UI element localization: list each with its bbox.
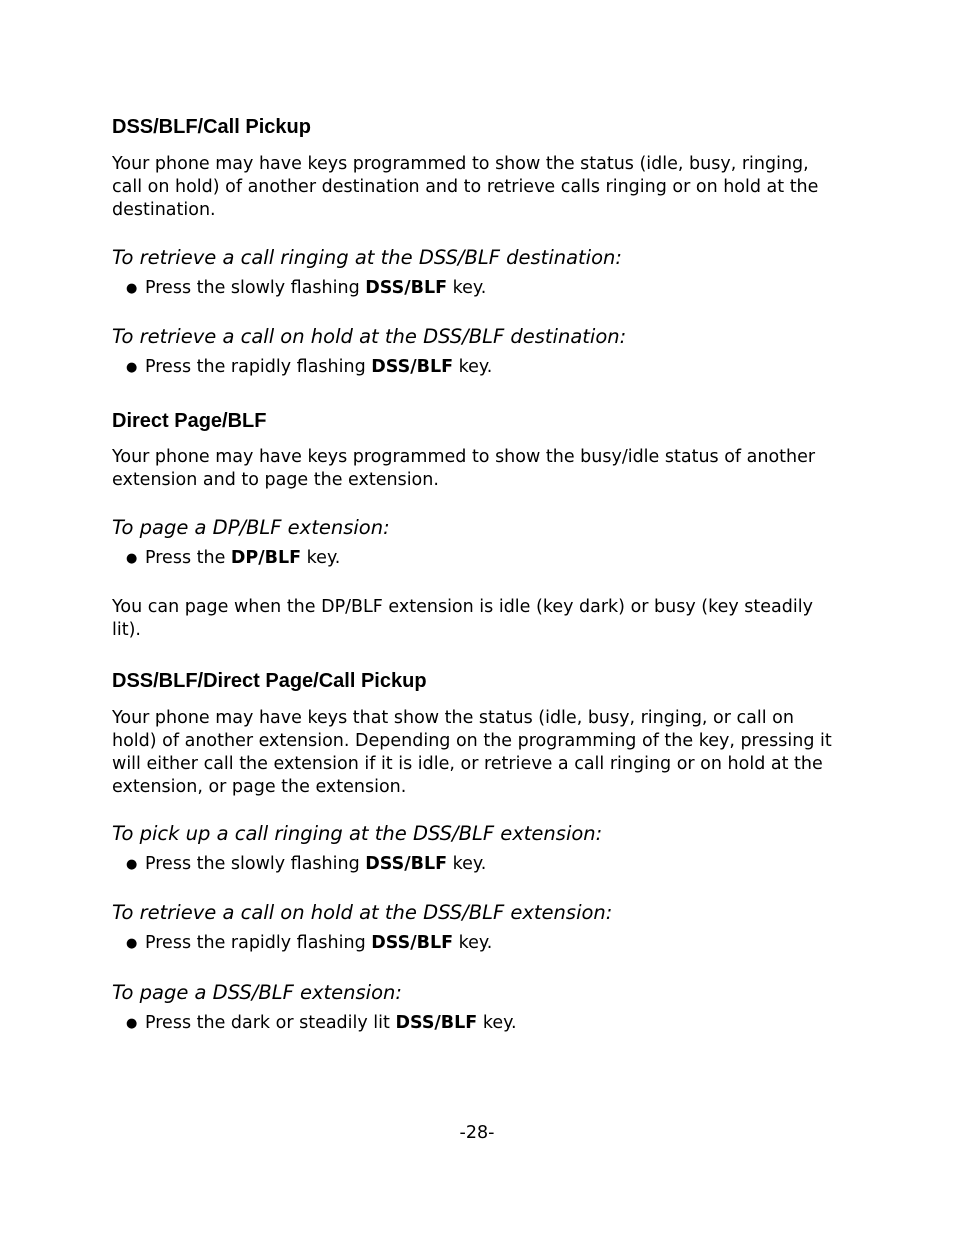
section-paragraph: Your phone may have keys that show the status (idle, busy, ringing, or call on hold) of another extension. Depending on the programming of the key, pressing it will either call the extension if it is idle, or retrieve a call ringing or on hold at the extension, or page the extension. bbox=[112, 708, 832, 797]
step-title: To pick up a call ringing at the DSS/BLF extension: bbox=[112, 822, 603, 845]
list-item: ● Press the slowly flashing DSS/BLF key. bbox=[126, 854, 487, 874]
key-name: DSS/BLF bbox=[365, 278, 448, 298]
list-item: ● Press the rapidly flashing DSS/BLF key. bbox=[126, 357, 493, 377]
section-heading: DSS/BLF/Direct Page/Call Pickup bbox=[112, 670, 427, 692]
list-item: ● Press the dark or steadily lit DSS/BLF key. bbox=[126, 1013, 517, 1033]
section-heading: Direct Page/BLF bbox=[112, 410, 267, 432]
step-title: To page a DP/BLF extension: bbox=[112, 516, 390, 539]
key-name: DSS/BLF bbox=[395, 1013, 478, 1033]
key-name: DP/BLF bbox=[230, 548, 302, 568]
list-item: ● Press the rapidly flashing DSS/BLF key. bbox=[126, 933, 493, 953]
page-number: -28- bbox=[459, 1123, 495, 1143]
key-name: DSS/BLF bbox=[365, 854, 448, 874]
section-note: You can page when the DP/BLF extension is idle (key dark) or busy (key steadily lit). bbox=[112, 597, 813, 640]
bullet-icon: ● bbox=[126, 281, 138, 296]
bullet-icon: ● bbox=[126, 857, 138, 872]
list-item: ● Press the slowly flashing DSS/BLF key. bbox=[126, 278, 487, 298]
section-heading: DSS/BLF/Call Pickup bbox=[112, 116, 311, 138]
bullet-icon: ● bbox=[126, 551, 138, 566]
step-title: To retrieve a call on hold at the DSS/BLF destination: bbox=[112, 325, 627, 348]
section-paragraph: Your phone may have keys programmed to show the busy/idle status of another extension and to page the extension. bbox=[112, 447, 816, 490]
bullet-icon: ● bbox=[126, 1016, 138, 1031]
step-title: To page a DSS/BLF extension: bbox=[112, 981, 402, 1004]
bullet-icon: ● bbox=[126, 936, 138, 951]
section-paragraph: Your phone may have keys programmed to show the status (idle, busy, ringing, call on hold) of another destination and to retrieve calls ringing or on hold at the destination. bbox=[112, 154, 819, 220]
bullet-icon: ● bbox=[126, 360, 138, 375]
list-item: ● Press the DP/BLF key. bbox=[126, 548, 341, 568]
step-title: To retrieve a call ringing at the DSS/BLF destination: bbox=[112, 246, 622, 269]
step-title: To retrieve a call on hold at the DSS/BLF extension: bbox=[112, 901, 613, 924]
key-name: DSS/BLF bbox=[371, 933, 454, 953]
key-name: DSS/BLF bbox=[371, 357, 454, 377]
